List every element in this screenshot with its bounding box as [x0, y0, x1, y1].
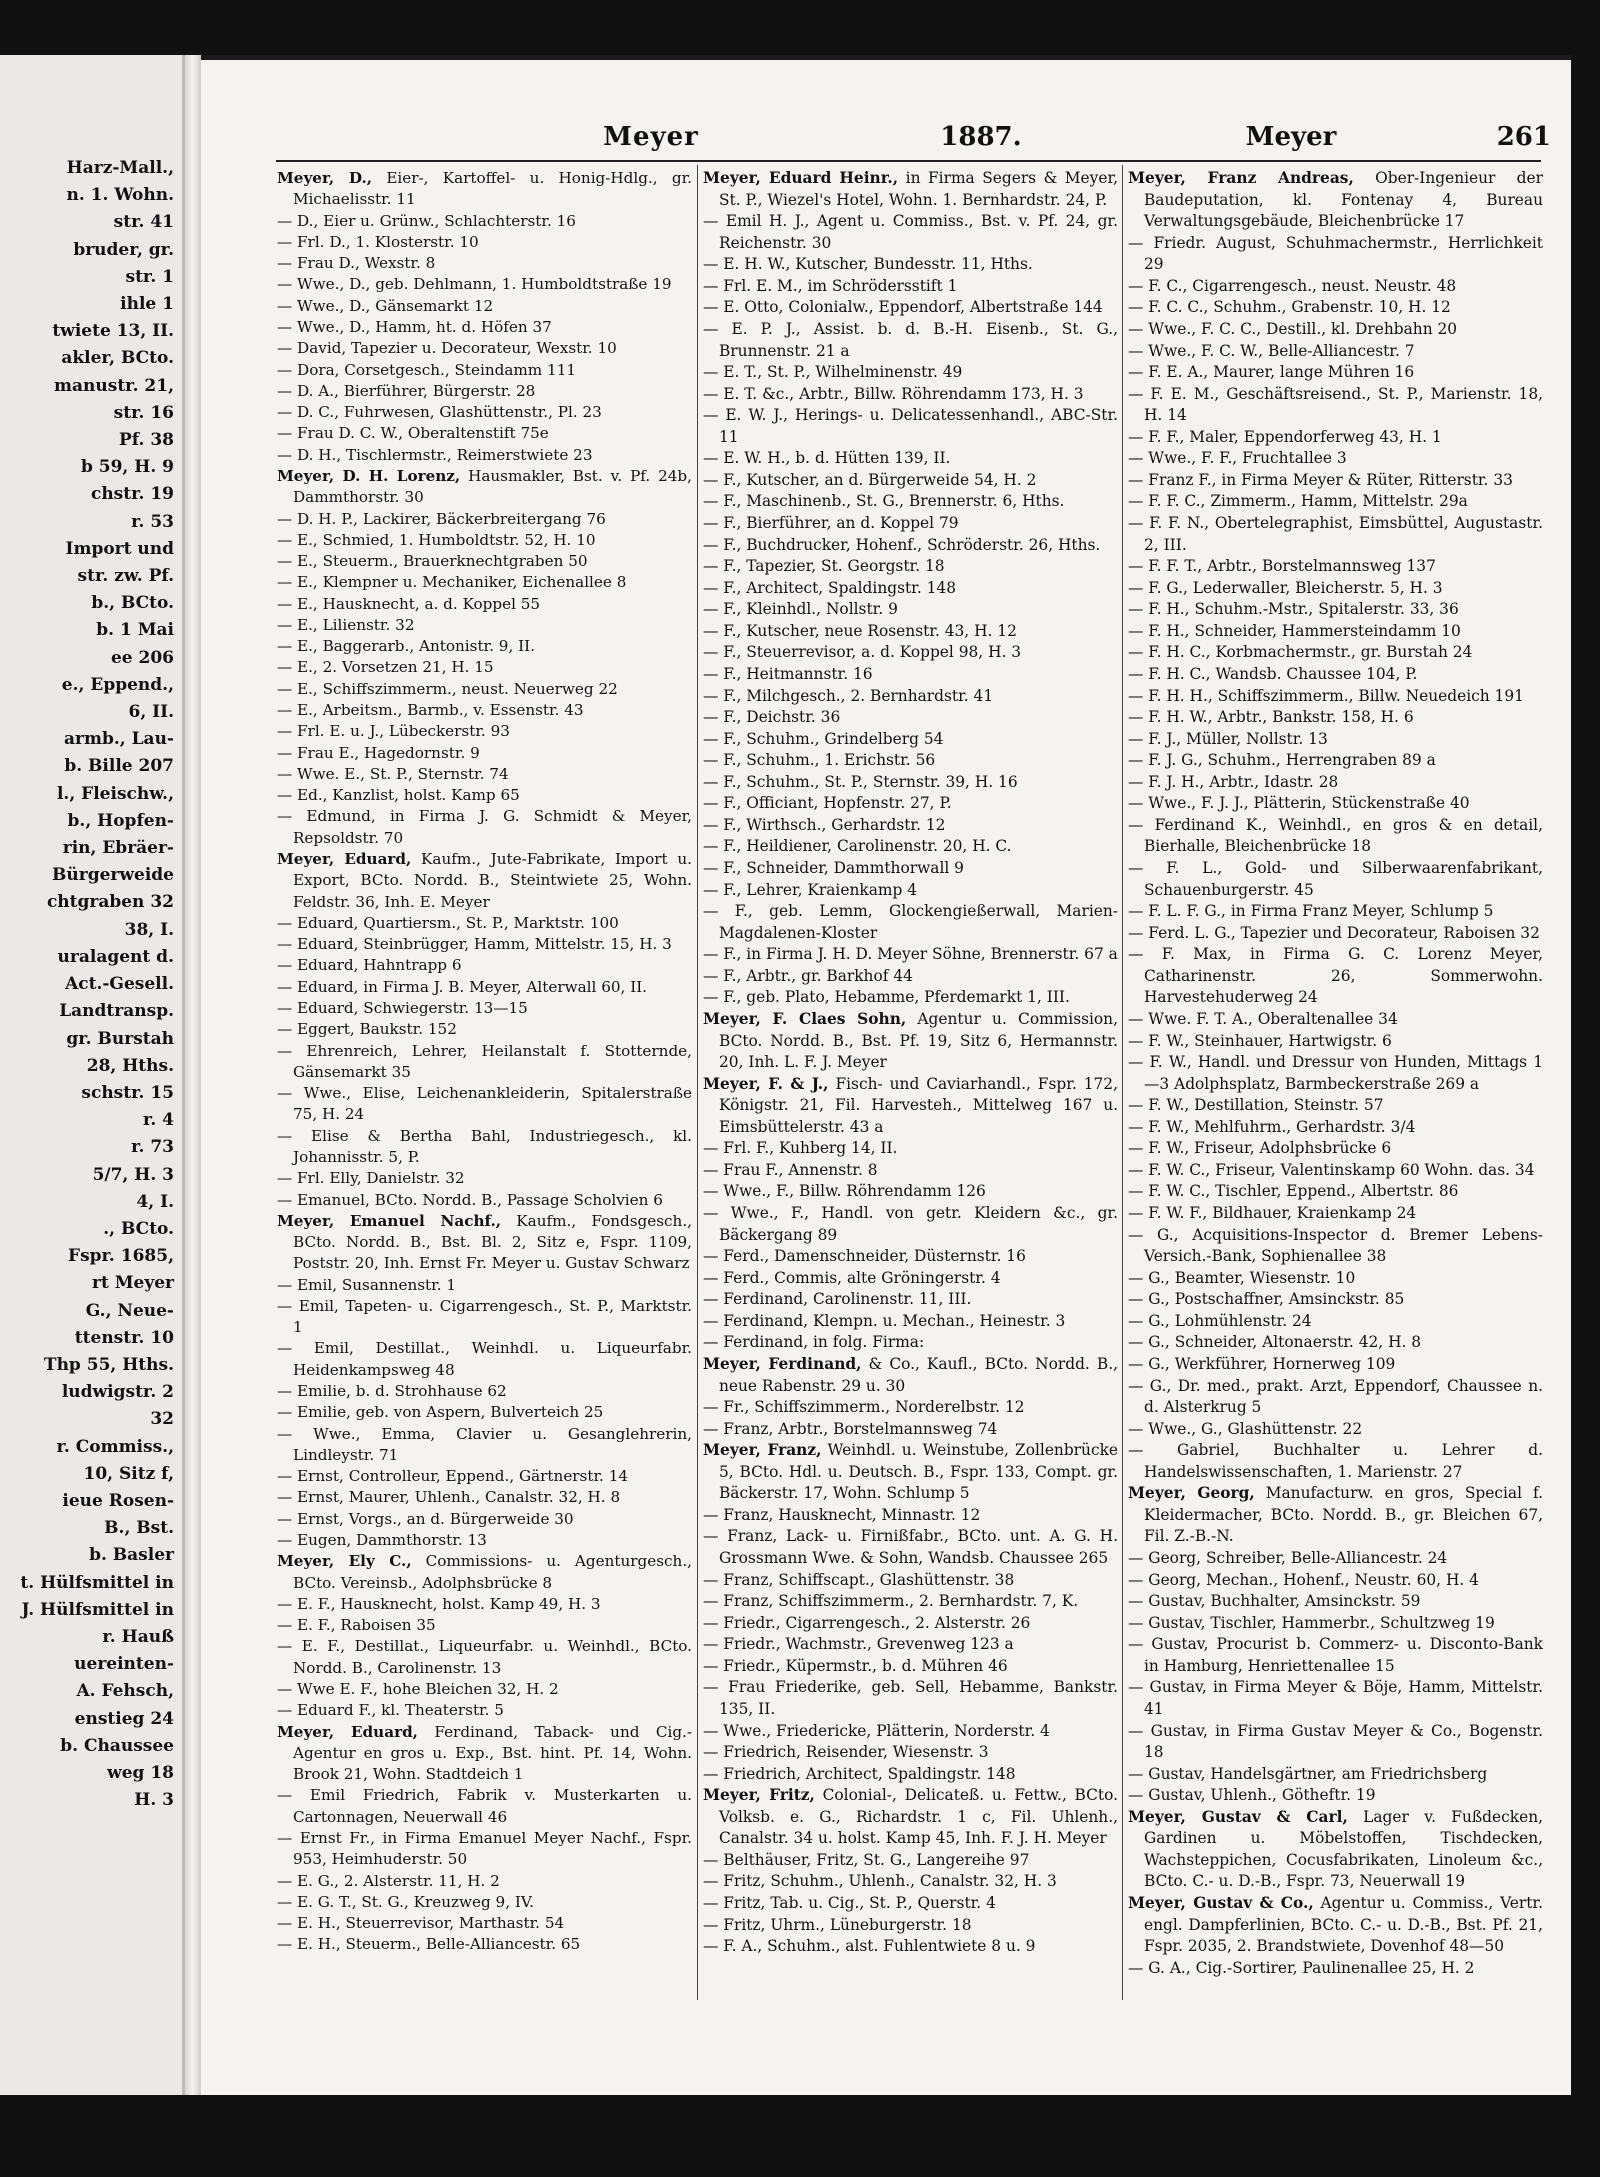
directory-entry: — E., Schiffszimmerm., neust. Neuerweg 22 — [277, 679, 618, 698]
directory-entry: — E. F., Destillat., Liqueurfabr. u. Weinhdl., BCto. Nordd. B., Carolinenstr. 13 — [277, 1637, 692, 1677]
directory-entry: — Friedr., Küpermstr., b. d. Mühren 46 — [703, 1656, 1008, 1675]
left-fragment-line: Thp 55, Hths. — [43, 1354, 174, 1375]
directory-entry: — F. H., Schneider, Hammersteindamm 10 — [1128, 621, 1461, 640]
directory-entry: — E., 2. Vorsetzen 21, H. 15 — [277, 658, 494, 677]
directory-entry: — Ferdinand, in folg. Firma: — [703, 1333, 925, 1352]
left-fragment-line: b., Hopfen- — [67, 810, 174, 831]
directory-entry: — Wwe., Friedericke, Plätterin, Norderstr. 4 — [703, 1721, 1050, 1740]
directory-entry: — F. F., Maler, Eppendorferweg 43, H. 1 — [1128, 427, 1442, 446]
header-year: 1887. — [940, 122, 1022, 152]
directory-entry: — Wwe. E., St. P., Sternstr. 74 — [277, 764, 509, 783]
directory-entry: — F., Tapezier, St. Georgstr. 18 — [703, 557, 945, 576]
directory-entry: — D. H. P., Lackirer, Bäckerbreitergang 76 — [277, 509, 606, 528]
left-fragment-line: akler, BCto. — [61, 348, 174, 369]
left-fragment-line: ., BCto. — [103, 1218, 174, 1239]
directory-entry: — F., Kleinhdl., Nollstr. 9 — [703, 600, 898, 619]
directory-entry: — Gustav, in Firma Meyer & Böje, Hamm, Mittelstr. 41 — [1128, 1678, 1543, 1718]
left-fragment-line: rt Meyer — [91, 1273, 174, 1294]
directory-entry: — Fritz, Uhrm., Lüneburgerstr. 18 — [703, 1915, 972, 1934]
directory-entry: — Franz F., in Firma Meyer & Rüter, Ritterstr. 33 — [1128, 470, 1513, 489]
directory-entry: — Wwe., F., Handl. von getr. Kleidern &c., gr. Bäckergang 89 — [703, 1204, 1118, 1244]
left-fragment-line: Fspr. 1685, — [68, 1246, 174, 1267]
directory-entry: — Wwe., F., Billw. Röhrendamm 126 — [703, 1182, 986, 1201]
directory-entry: — Frl. E. u. J., Lübeckerstr. 93 — [277, 722, 510, 741]
directory-entry: — Gustav, in Firma Gustav Meyer & Co., Bogenstr. 18 — [1128, 1721, 1543, 1762]
directory-entry: Meyer, D., Eier-, Kartoffel- u. Honig-Hdlg., gr. Michaelisstr. 11 — [277, 169, 693, 209]
left-fragment-line: b. Chaussee — [60, 1735, 174, 1756]
left-fragment-line: ee 206 — [110, 647, 174, 668]
left-fragment-line: b., BCto. — [91, 593, 174, 614]
left-fragment-line: B., Bst. — [104, 1518, 174, 1539]
directory-entry: — Emil H. J., Agent u. Commiss., Bst. v. Pf. 24, gr. Reichenstr. 30 — [703, 212, 1118, 252]
directory-entry: — F., Lehrer, Kraienkamp 4 — [703, 880, 918, 899]
directory-entry: — Fritz, Tab. u. Cig., St. P., Querstr. 4 — [703, 1894, 996, 1912]
left-fragment-line: enstieg 24 — [74, 1708, 174, 1729]
directory-entry: — E., Hausknecht, a. d. Koppel 55 — [277, 594, 541, 613]
directory-entry: — Wwe., Emma, Clavier u. Gesanglehrerin, Lindleystr. 71 — [277, 1424, 692, 1464]
directory-entry: — F. F. T., Arbtr., Borstelmannsweg 137 — [1128, 557, 1436, 576]
directory-entry: — Wwe., F. F., Fruchtallee 3 — [1128, 449, 1347, 468]
header-left: Meyer — [603, 122, 699, 152]
directory-entry: Meyer, Ely C., Commissions- u. Agenturgesch., BCto. Vereinsb., Adolphsbrücke 8 — [277, 1552, 692, 1592]
scan-border-bottom — [0, 2095, 1600, 2177]
left-fragment-line: str. 41 — [113, 212, 174, 233]
left-fragment-line: armb., Lau- — [64, 729, 174, 750]
column-divider — [1122, 165, 1123, 2000]
left-fragment-line: 6, II. — [128, 702, 174, 723]
directory-entry: — Gabriel, Buchhalter u. Lehrer d. Handelswissenschaften, 1. Marienstr. 27 — [1128, 1441, 1543, 1481]
directory-entry: — E. H., Steuerm., Belle-Alliancestr. 65 — [277, 1935, 581, 1954]
directory-entry: — Frl. F., Kuhberg 14, II. — [703, 1139, 898, 1158]
directory-entry: — F., Maschinenb., St. G., Brennerstr. 6, Hths. — [703, 492, 1065, 511]
directory-entry: Meyer, F. & J., Fisch- und Caviarhandl., Fspr. 172, Königstr. 21, Fil. Harvesteh., Mittelweg 167 u. Eimsbüttelerstr. 43 a — [703, 1074, 1118, 1136]
left-fragment-line: r. Commiss., — [56, 1436, 174, 1457]
directory-entry: — F. E. M., Geschäftsreisend., St. P., Marienstr. 18, H. 14 — [1128, 384, 1543, 425]
directory-entry: — F., Arbtr., gr. Barkhof 44 — [703, 966, 913, 985]
left-fragment-line: uereinten- — [74, 1654, 174, 1675]
left-fragment-line: ludwigstr. 2 — [61, 1382, 174, 1403]
directory-entry: — Emilie, geb. von Aspern, Bulverteich 25 — [277, 1403, 604, 1422]
directory-entry: — F. H. C., Korbmachermstr., gr. Burstah 24 — [1128, 643, 1473, 662]
left-fragment-line: manustr. 21, — [54, 375, 174, 396]
directory-entry: — G. A., Cig.-Sortirer, Paulinenallee 25, H. 2 — [1128, 1958, 1475, 1977]
directory-entry: Meyer, Eduard, Kaufm., Jute-Fabrikate, Import u. Export, BCto. Nordd. B., Steintwiete 25, Wohn. Feldstr. 36, Inh. E. Meyer — [277, 850, 692, 911]
left-fragment-line: r. 53 — [131, 511, 174, 532]
directory-entry: — Franz, Schiffscapt., Glashüttenstr. 38 — [703, 1570, 1015, 1589]
directory-entry: — Wwe. F. T. A., Oberaltenallee 34 — [1128, 1009, 1398, 1028]
directory-entry: — F. C. C., Schuhm., Grabenstr. 10, H. 12 — [1128, 298, 1451, 317]
left-fragment-line: r. Hauß — [102, 1626, 174, 1647]
scan-border-right — [1571, 0, 1600, 2177]
column-1 — [277, 168, 692, 1956]
left-fragment-line: bruder, gr. — [73, 239, 174, 260]
directory-entry: — E., Lilienstr. 32 — [277, 615, 415, 634]
directory-entry: — G., Lohmühlenstr. 24 — [1128, 1311, 1312, 1330]
directory-entry: — Emil, Susannenstr. 1 — [277, 1275, 457, 1294]
directory-entry: — G., Dr. med., prakt. Arzt, Eppendorf, Chaussee n. d. Alsterkrug 5 — [1128, 1376, 1543, 1417]
left-fragment-line: schstr. 15 — [81, 1082, 174, 1103]
directory-entry: — F., Schuhm., St. P., Sternstr. 39, H. 16 — [703, 772, 1018, 791]
directory-entry: — David, Tapezier u. Decorateur, Wexstr. 10 — [277, 339, 617, 358]
directory-entry: — Wwe., D., geb. Dehlmann, 1. Humboldtstraße 19 — [277, 275, 672, 294]
directory-entry: — Fr., Schiffszimmerm., Norderelbstr. 12 — [703, 1398, 1025, 1417]
left-fragment-line: uralagent d. — [57, 946, 174, 967]
directory-entry: — Wwe., Elise, Leichenankleiderin, Spitalerstraße 75, H. 24 — [277, 1084, 692, 1124]
directory-entry: — F., geb. Plato, Hebamme, Pferdemarkt 1, III. — [703, 988, 1070, 1007]
left-fragment-line: n. 1. Wohn. — [66, 185, 174, 206]
directory-entry: — F., Schneider, Dammthorwall 9 — [703, 859, 964, 877]
directory-entry: — Franz, Schiffszimmerm., 2. Bernhardstr. 7, K. — [703, 1592, 1079, 1611]
left-fragment-line: 10, Sitz f, — [83, 1463, 174, 1484]
directory-entry: — Wwe., F. J. J., Plätterin, Stückenstraße 40 — [1128, 794, 1470, 813]
directory-entry: — F. Max, in Firma G. C. Lorenz Meyer, Catharinenstr. 26, Sommerwohn. Harvestehuderweg 24 — [1128, 945, 1543, 1007]
directory-entry: — E. P. J., Assist. b. d. B.-H. Eisenb., St. G., Brunnenstr. 21 a — [703, 319, 1118, 360]
directory-entry: — Frl. D., 1. Klosterstr. 10 — [277, 232, 479, 251]
left-fragment-line: l., Fleischw., — [56, 783, 174, 804]
directory-entry: — D. A., Bierführer, Bürgerstr. 28 — [277, 381, 536, 400]
directory-entry: — Gustav, Uhlenh., Götheftr. 19 — [1128, 1786, 1376, 1805]
directory-entry: — G., Werkführer, Hornerweg 109 — [1128, 1354, 1396, 1373]
directory-entry: — F., Architect, Spaldingstr. 148 — [703, 578, 956, 597]
directory-entry: — E. T. &c., Arbtr., Billw. Röhrendamm 173, H. 3 — [703, 384, 1084, 403]
directory-entry: Meyer, D. H. Lorenz, Hausmakler, Bst. v. Pf. 24b, Dammthorstr. 30 — [277, 466, 692, 507]
directory-entry: Meyer, Franz Andreas, Ober-Ingenieur der Baudeputation, kl. Fontenay 4, Bureau Verwaltungsgebäude, Bleichenbrücke 17 — [1128, 169, 1543, 231]
directory-entry: — F. W. C., Friseur, Valentinskamp 60 Wohn. das. 34 — [1128, 1160, 1535, 1179]
directory-entry: — Ferdinand K., Weinhdl., en gros & en detail, Bierhalle, Bleichenbrücke 18 — [1128, 815, 1543, 856]
left-fragment-line: 32 — [150, 1409, 174, 1430]
directory-entry: — Eduard F., kl. Theaterstr. 5 — [277, 1701, 504, 1720]
directory-entry: — E. G., 2. Alsterstr. 11, H. 2 — [277, 1871, 500, 1890]
directory-entry: — Frau D., Wexstr. 8 — [277, 254, 436, 273]
directory-entry: — G., Schneider, Altonaerstr. 42, H. 8 — [1128, 1333, 1422, 1352]
page-header — [281, 122, 1551, 162]
directory-entry: — Friedr., Wachmstr., Grevenweg 123 a — [703, 1635, 1014, 1654]
directory-entry: Meyer, Gustav & Co., Agentur u. Commiss., Vertr. engl. Dampferlinien, BCto. C.- u. D.-B., Bst. Pf. 21, Fspr. 2035, 2. Brandstwiete, Dovenhof 48—50 — [1128, 1894, 1543, 1956]
left-fragment-line: 5/7, H. 3 — [92, 1164, 174, 1185]
directory-entry: — F. H. H., Schiffszimmerm., Billw. Neuedeich 191 — [1128, 686, 1524, 705]
header-rule — [276, 160, 1541, 162]
directory-entry: — D. H., Tischlermstr., Reimerstwiete 23 — [277, 445, 593, 464]
directory-entry: — F., Heitmannstr. 16 — [703, 664, 873, 683]
directory-entry: — Wwe., F. C. C., Destill., kl. Drehbahn 20 — [1128, 319, 1458, 338]
directory-entry: — Frl. Elly, Danielstr. 32 — [277, 1169, 465, 1188]
directory-entry: — F., in Firma J. H. D. Meyer Söhne, Brennerstr. 67 a — [703, 945, 1118, 964]
left-fragment-line: r. 73 — [131, 1137, 174, 1158]
directory-entry: — Gustav, Handelsgärtner, am Friedrichsberg — [1128, 1764, 1488, 1783]
directory-entry: — F., Steuerrevisor, a. d. Koppel 98, H. 3 — [703, 643, 1022, 662]
directory-entry: — F. G., Lederwaller, Bleicherstr. 5, H. 3 — [1128, 578, 1443, 597]
directory-entry: — F., Bierführer, an d. Koppel 79 — [703, 514, 959, 532]
directory-entry: — Ernst, Vorgs., an d. Bürgerweide 30 — [277, 1509, 574, 1528]
directory-entry: — Georg, Schreiber, Belle-Alliancestr. 24 — [1128, 1549, 1448, 1567]
directory-entry: — E., Steuerm., Brauerknechtgraben 50 — [277, 552, 588, 571]
directory-entry: — Dora, Corsetgesch., Steindamm 111 — [277, 360, 577, 379]
directory-entry: — D., Eier u. Grünw., Schlachterstr. 16 — [277, 211, 576, 230]
directory-entry: — F. H. W., Arbtr., Bankstr. 158, H. 6 — [1128, 708, 1414, 727]
directory-entry: — Eduard, Quartiersm., St. P., Marktstr. 100 — [277, 913, 619, 932]
directory-entry: — F. W., Mehlfuhrm., Gerhardstr. 3/4 — [1128, 1117, 1416, 1136]
directory-entry: — Gustav, Procurist b. Commerz- u. Disconto-Bank in Hamburg, Henriettenallee 15 — [1128, 1635, 1543, 1675]
directory-entry: — F., Heildiener, Carolinenstr. 20, H. C. — [703, 837, 1012, 856]
left-fragment-line: Import und — [65, 538, 174, 559]
directory-entry: — Wwe., D., Gänsemarkt 12 — [277, 296, 494, 315]
directory-entry: — F. H. C., Wandsb. Chaussee 104, P. — [1128, 664, 1418, 683]
left-fragment-line: Bürgerweide — [52, 865, 174, 886]
left-fragment-line: G., Neue- — [85, 1300, 174, 1321]
column-divider — [697, 165, 698, 2000]
left-page-text — [20, 155, 174, 1814]
directory-entry: — Ferdinand, Carolinenstr. 11, III. — [703, 1290, 972, 1309]
directory-entry: — Emil, Tapeten- u. Cigarrengesch., St. P., Marktstr. 1 — [277, 1296, 692, 1337]
directory-entry: — E. W. H., b. d. Hütten 139, II. — [703, 449, 951, 468]
directory-entry: — F. W., Destillation, Steinstr. 57 — [1128, 1096, 1384, 1115]
directory-entry: — F. F. N., Obertelegraphist, Eimsbüttel, Augustastr. 2, III. — [1128, 514, 1543, 554]
left-fragment-line: str. zw. Pf. — [77, 566, 174, 587]
left-fragment-line: 38, I. — [124, 919, 174, 940]
directory-entry: — F. E. A., Maurer, lange Mühren 16 — [1128, 363, 1415, 382]
left-fragment-line: Act.-Gesell. — [65, 974, 174, 995]
directory-entry: — Franz, Lack- u. Firnißfabr., BCto. unt. A. G. H. Grossmann Wwe. & Sohn, Wandsb. Chaussee 265 — [703, 1527, 1118, 1567]
directory-entry: — E. T., St. P., Wilhelminenstr. 49 — [703, 363, 963, 382]
left-fragment-line: 28, Hths. — [86, 1055, 174, 1076]
directory-entry: — G., Beamter, Wiesenstr. 10 — [1128, 1268, 1356, 1287]
directory-entry: — E. F., Raboisen 35 — [277, 1616, 436, 1635]
directory-entry: — Eggert, Baukstr. 152 — [277, 1020, 457, 1039]
directory-entry: — Friedr., Cigarrengesch., 2. Alsterstr. 26 — [703, 1613, 1031, 1632]
directory-entry: — F., Milchgesch., 2. Bernhardstr. 41 — [703, 686, 994, 705]
left-fragment-line: ieue Rosen- — [62, 1490, 174, 1511]
directory-entry: — F. W., Handl. und Dressur von Hunden, Mittags 1—3 Adolphsplatz, Barmbeckerstraße 269 a — [1128, 1053, 1543, 1093]
left-fragment-line: ihle 1 — [120, 294, 174, 315]
directory-entry: — F. L., Gold- und Silberwaarenfabrikant, Schauenburgerstr. 45 — [1128, 859, 1543, 899]
left-fragment-line: b 59, H. 9 — [80, 457, 174, 478]
directory-entry: Meyer, Eduard, Ferdinand, Taback- und Cig.-Agentur en gros u. Exp., Bst. hint. Pf. 14, Wohn. Brook 21, Wohn. Stadtdeich 1 — [277, 1722, 693, 1784]
directory-entry: — G., Acquisitions-Inspector d. Bremer Lebens-Versich.-Bank, Sophienallee 38 — [1128, 1225, 1543, 1266]
left-fragment-line: Landtransp. — [59, 1001, 174, 1022]
left-fragment-line: ttenstr. 10 — [74, 1327, 174, 1348]
directory-entry: — Wwe., D., Hamm, ht. d. Höfen 37 — [277, 317, 552, 336]
directory-entry: — F., Kutscher, neue Rosenstr. 43, H. 12 — [703, 621, 1017, 640]
directory-entry: — Wwe., G., Glashüttenstr. 22 — [1128, 1419, 1363, 1438]
left-fragment-line: e., Eppend., — [61, 674, 174, 695]
left-fragment-line: b. Basler — [89, 1545, 174, 1566]
directory-entry: Meyer, Franz, Weinhdl. u. Weinstube, Zollenbrücke 5, BCto. Hdl. u. Deutsch. B., Fspr. 133, Compt. gr. Bäckerstr. 17, Wohn. Schlump 5 — [703, 1441, 1119, 1503]
directory-entry: — E. G. T., St. G., Kreuzweg 9, IV. — [277, 1892, 534, 1911]
directory-entry: — Frau F., Annenstr. 8 — [703, 1160, 878, 1179]
directory-entry: — Ferd. L. G., Tapezier und Decorateur, Raboisen 32 — [1128, 923, 1540, 942]
left-fragment-line: str. 16 — [113, 402, 174, 423]
directory-entry: — Eduard, Hahntrapp 6 — [277, 956, 462, 975]
left-fragment-line: Harz-Mall., — [66, 158, 174, 178]
directory-entry: — F. W., Steinhauer, Hartwigstr. 6 — [1128, 1031, 1392, 1050]
directory-entry: Meyer, Georg, Manufacturw. en gros, Special f. Kleidermacher, BCto. Nordd. B., gr. Bleichen 67, Fil. Z.-B.-N. — [1128, 1484, 1544, 1546]
directory-entry: — Ernst, Controlleur, Eppend., Gärtnerstr. 14 — [277, 1467, 629, 1486]
directory-entry: Meyer, Gustav & Carl, Lager v. Fußdecken, Gardinen u. Möbelstoffen, Tischdecken, Wachsteppichen, Cocusfabrikaten, Linoleum &c., BCto. C.- u. D.-B., Fspr. 73, Neuerwall 19 — [1128, 1807, 1543, 1891]
directory-entry: — Eduard, in Firma J. B. Meyer, Alterwall 60, II. — [277, 977, 648, 996]
directory-entry: — Ferd., Commis, alte Gröningerstr. 4 — [703, 1268, 1001, 1287]
directory-entry: — F. W. C., Tischler, Eppend., Albertstr. 86 — [1128, 1182, 1459, 1201]
directory-entry: — Frau E., Hagedornstr. 9 — [277, 743, 480, 762]
directory-entry: — F. J. H., Arbtr., Idastr. 28 — [1128, 772, 1339, 791]
left-fragment-line: 4, I. — [136, 1191, 174, 1212]
directory-entry: — E., Baggerarb., Antonistr. 9, II. — [277, 637, 535, 656]
directory-entry: — D. C., Fuhrwesen, Glashüttenstr., Pl. 23 — [277, 403, 602, 422]
directory-entry: — E. H., Steuerrevisor, Marthastr. 54 — [277, 1914, 565, 1933]
directory-entry: — E. W. J., Herings- u. Delicatessenhandl., ABC-Str. 11 — [703, 406, 1118, 446]
directory-entry: — Ferd., Damenschneider, Düsternstr. 16 — [703, 1247, 1026, 1266]
directory-entry: — F. A., Schuhm., alst. Fuhlentwiete 8 u. 9 — [703, 1937, 1036, 1956]
directory-entry: — F. J. G., Schuhm., Herrengraben 89 a — [1128, 751, 1436, 770]
left-fragment-line: t. Hülfsmittel in — [20, 1572, 174, 1593]
directory-entry: — Wwe., F. C. W., Belle-Alliancestr. 7 — [1128, 341, 1415, 360]
left-fragment-line: chstr. 19 — [90, 484, 174, 505]
directory-entry: — Emanuel, BCto. Nordd. B., Passage Scholvien 6 — [277, 1190, 663, 1209]
left-fragment-line: J. Hülfsmittel in — [21, 1599, 174, 1620]
directory-entry: — Georg, Mechan., Hohenf., Neustr. 60, H. 4 — [1128, 1570, 1479, 1589]
directory-entry: — F. H., Schuhm.-Mstr., Spitalerstr. 33, 36 — [1128, 600, 1459, 619]
directory-entry: — Fritz, Schuhm., Uhlenh., Canalstr. 32, H. 3 — [703, 1872, 1057, 1891]
directory-entry: — F., Schuhm., Grindelberg 54 — [703, 729, 944, 748]
left-fragment-line: gr. Burstah — [66, 1028, 174, 1049]
directory-entry: — Emil Friedrich, Fabrik v. Musterkarten u. Cartonnagen, Neuerwall 46 — [277, 1786, 692, 1826]
directory-entry: — Edmund, in Firma J. G. Schmidt & Meyer, Repsoldstr. 70 — [277, 807, 692, 847]
directory-entry: — G., Postschaffner, Amsinckstr. 85 — [1128, 1290, 1405, 1309]
directory-entry: — Ferdinand, Klempn. u. Mechan., Heinestr. 3 — [703, 1311, 1066, 1330]
directory-entry: — Emil, Destillat., Weinhdl. u. Liqueurfabr. Heidenkampsweg 48 — [277, 1339, 692, 1379]
directory-entry: — Friedrich, Reisender, Wiesenstr. 3 — [703, 1743, 989, 1762]
directory-entry: — E., Schmied, 1. Humboldtstr. 52, H. 10 — [277, 530, 596, 549]
directory-entry: — Ernst, Maurer, Uhlenh., Canalstr. 32, H. 8 — [277, 1488, 621, 1507]
directory-entry: — Ehrenreich, Lehrer, Heilanstalt f. Stotternde, Gänsemarkt 35 — [277, 1041, 692, 1081]
directory-entry: — Friedrich, Architect, Spaldingstr. 148 — [703, 1764, 1016, 1783]
left-fragment-line: twiete 13, II. — [52, 321, 174, 342]
left-fragment-line: str. 1 — [125, 266, 174, 287]
directory-entry: — E. H. W., Kutscher, Bundesstr. 11, Hths. — [703, 255, 1033, 274]
directory-entry: — F. W., Friseur, Adolphsbrücke 6 — [1128, 1139, 1392, 1158]
directory-entry: — F., geb. Lemm, Glockengießerwall, Marien-Magdalenen-Kloster — [703, 902, 1118, 942]
directory-entry: Meyer, F. Claes Sohn, Agentur u. Commission, BCto. Nordd. B., Bst. Pf. 19, Sitz 6, Hermannstr. 20, Inh. L. F. J. Meyer — [703, 1009, 1118, 1072]
book-spine — [185, 55, 201, 2095]
directory-entry: — F., Deichstr. 36 — [703, 708, 841, 727]
directory-entry: Meyer, Fritz, Colonial-, Delicateß. u. Fettw., BCto. Volksb. e. G., Richardstr. 1 c, Fil. Uhlenh., Canalstr. 34 u. holst. Kamp 45, Inh. F. J. H. Meyer — [703, 1786, 1119, 1848]
left-fragment-line: A. Fehsch, — [76, 1681, 174, 1702]
directory-entry: — E. F., Hausknecht, holst. Kamp 49, H. 3 — [277, 1594, 601, 1613]
left-fragment-line: r. 4 — [142, 1110, 174, 1131]
column-2 — [703, 168, 1118, 1958]
page-number: 261 — [1496, 122, 1551, 152]
directory-entry: — Frl. E. M., im Schrödersstift 1 — [703, 276, 958, 295]
left-fragment-line: H. 3 — [134, 1790, 174, 1811]
directory-entry: — F., Wirthsch., Gerhardstr. 12 — [703, 815, 946, 834]
directory-entry: — Franz, Arbtr., Borstelmannsweg 74 — [703, 1419, 998, 1438]
directory-entry: — F., Kutscher, an d. Bürgerweide 54, H. 2 — [703, 470, 1037, 489]
directory-entry: — F. C., Cigarrengesch., neust. Neustr. 48 — [1128, 276, 1457, 295]
directory-entry: — Frau D. C. W., Oberaltenstift 75e — [277, 424, 549, 443]
directory-entry: — Frau Friederike, geb. Sell, Hebamme, Bankstr. 135, II. — [703, 1678, 1118, 1718]
directory-entry: — Eduard, Steinbrügger, Hamm, Mittelstr. 15, H. 3 — [277, 935, 672, 954]
scan-border-top — [0, 0, 1600, 55]
directory-entry: — Gustav, Buchhalter, Amsinckstr. 59 — [1128, 1592, 1421, 1611]
directory-entry: — Emilie, b. d. Strohhause 62 — [277, 1382, 507, 1401]
directory-entry: — E. Otto, Colonialw., Eppendorf, Albertstraße 144 — [703, 298, 1103, 317]
directory-entry: — E., Klempner u. Mechaniker, Eichenallee 8 — [277, 573, 627, 592]
directory-entry: — F. F. C., Zimmerm., Hamm, Mittelstr. 29a — [1128, 492, 1468, 511]
directory-entry: — Ed., Kanzlist, holst. Kamp 65 — [277, 786, 520, 805]
directory-page — [201, 60, 1571, 2095]
directory-entry: — Belthäuser, Fritz, St. G., Langereihe 97 — [703, 1850, 1030, 1869]
directory-entry: Meyer, Eduard Heinr., in Firma Segers & Meyer, St. P., Wiezel's Hotel, Wohn. 1. Bernhardstr. 24, P. — [703, 169, 1118, 209]
directory-entry: — Franz, Hausknecht, Minnastr. 12 — [703, 1505, 981, 1524]
directory-entry: — Wwe E. F., hohe Bleichen 32, H. 2 — [277, 1679, 559, 1698]
directory-entry: — Eugen, Dammthorstr. 13 — [277, 1531, 487, 1549]
left-fragment-line: rin, Ebräer- — [62, 838, 174, 859]
directory-entry: — F. W. F., Bildhauer, Kraienkamp 24 — [1128, 1204, 1417, 1222]
left-page-fragment — [0, 55, 185, 2095]
directory-entry: Meyer, Ferdinand, & Co., Kaufl., BCto. Nordd. B., neue Rabenstr. 29 u. 30 — [703, 1354, 1118, 1395]
directory-entry: — Ernst Fr., in Firma Emanuel Meyer Nachf., Fspr. 953, Heimhuderstr. 50 — [277, 1828, 692, 1869]
directory-entry: — Friedr. August, Schuhmachermstr., Herrlichkeit 29 — [1128, 233, 1543, 274]
column-3 — [1128, 168, 1543, 1979]
directory-entry: — F., Officiant, Hopfenstr. 27, P. — [703, 794, 952, 813]
directory-entry: — F. J., Müller, Nollstr. 13 — [1128, 729, 1328, 748]
directory-entry: — Gustav, Tischler, Hammerbr., Schultzweg 19 — [1128, 1613, 1495, 1632]
directory-entry: — Elise & Bertha Bahl, Industriegesch., kl. Johannisstr. 5, P. — [277, 1126, 692, 1166]
directory-entry: — F., Schuhm., 1. Erichstr. 56 — [703, 751, 936, 770]
directory-entry: — F., Buchdrucker, Hohenf., Schröderstr. 26, Hths. — [703, 535, 1101, 554]
directory-entry: — F. L. F. G., in Firma Franz Meyer, Schlump 5 — [1128, 902, 1494, 921]
directory-entry: — E., Arbeitsm., Barmb., v. Essenstr. 43 — [277, 701, 584, 720]
left-fragment-line: b. Bille 207 — [64, 756, 174, 777]
left-fragment-line: chtgraben 32 — [46, 892, 174, 913]
left-fragment-line: Pf. 38 — [119, 430, 174, 451]
header-right: Meyer — [1245, 122, 1337, 152]
left-fragment-line: weg 18 — [107, 1762, 174, 1783]
left-fragment-line: b. 1 Mai — [96, 620, 174, 641]
directory-entry: — Eduard, Schwiegerstr. 13—15 — [277, 998, 528, 1017]
directory-entry: Meyer, Emanuel Nachf., Kaufm., Fondsgesch., BCto. Nordd. B., Bst. Bl. 2, Sitz e, Fspr. 1109, Poststr. 20, Inh. Ernst Fr. Meyer u. Gustav Schwarz — [277, 1211, 692, 1273]
